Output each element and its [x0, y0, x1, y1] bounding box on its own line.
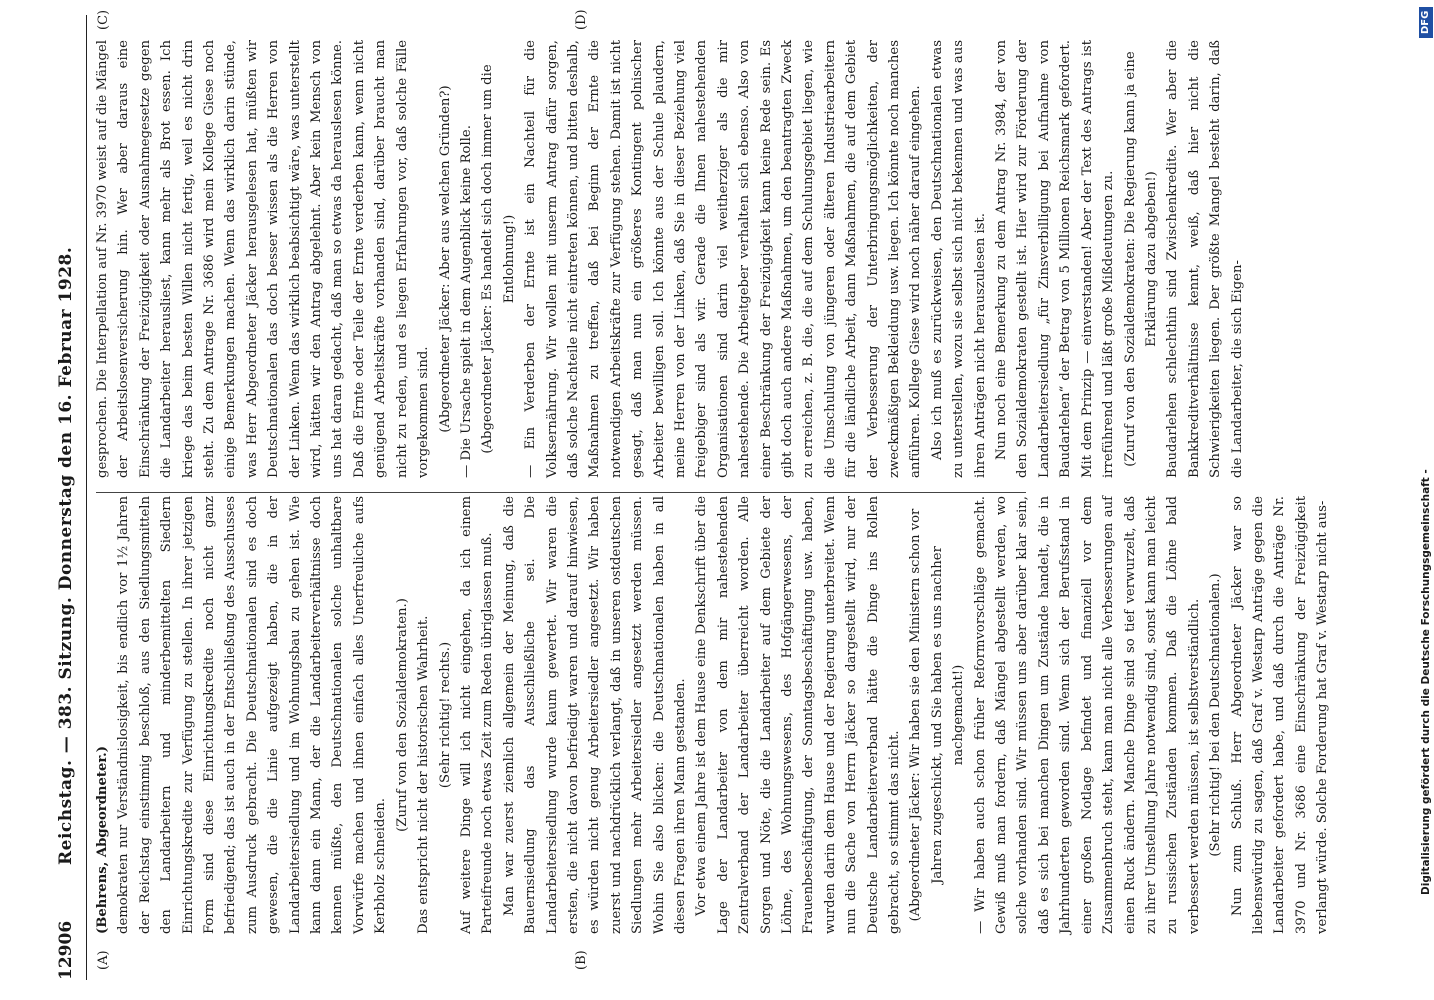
paragraph: Baudarlehen schlechthin sind Zwischenkredite. Wer aber die Bankkreditverhältnisse kennt, weiß, daß hier nicht die Schwierigkeiten liegen. Der größte Mangel besteht darin, daß die Landarbeiter, die sich Eigen- — [1165, 40, 1245, 478]
margin-marker-c: (C) — [96, 9, 111, 30]
paragraph: — Die Ursache spielt in dem Augenblick keine Rolle. — [458, 125, 474, 478]
paragraph: Also ich muß es zurückweisen, den Deutschnationalen etwas zu unterstellen, wozu sie selbst sich nicht bekennen und was aus ihren Anträgen nicht herauszulesen ist. — [929, 40, 988, 478]
interjection: (Abgeordneter Jäcker: Es handelt sich doch immer um die Entlohnung!) — [480, 64, 517, 454]
header-rule — [86, 15, 87, 980]
interjection: (Zuruf von den Sozialdemokraten: Die Regierung kann ja eine Erklärung dazu abgeben!) — [1122, 51, 1159, 467]
digitization-credit — [1418, 0, 1434, 1000]
paragraph: — Ein Verderben der Ernte ist ein Nachteil für die Volksernährung. Wir wollen mit unserm Antrag dafür sorgen, daß solche Nachteile nicht eintreten können, und bitten deshalb, Maßnahmen zu treffen, daß bei Beginn der Ernte die notwendigen Arbeitskräfte zur Verfügung stehen. Damit ist nicht gesagt, daß man nun ein größeres Kontingent polnischer Arbeiter bewilligen soll. Ich könnte aus der Schule plaudern, meine Herren von der Linken, daß Sie in dieser Beziehung viel freigebiger sind als wir. Gerade die Ihnen nahestehenden Organisationen sind darin viel weitherziger als die mir nahestehende. Die Arbeitgeber verhalten sich ebenso. Also von einer Beschränkung der Freizügigkeit kann keine Rede sein. Es gibt doch auch andere Maßnahmen, um den beantragten Zweck zu erreichen, z. B. die, die auf dem Schulungsgebiet liegen, wie die Umschulung von jüngeren oder älteren Industriearbeitern für die ländliche Arbeit, dann Maßnahmen, die auf dem Gebiet der Verbesserung der Unterbringungsmöglichkeiten, der zweckmäßigen Bekleidung usw. liegen. Ich könnte noch manches anführen. Kollege Giese wird noch näher darauf eingehen. — [523, 40, 924, 478]
interjection: (Sehr richtig! bei den Deutschnationalen.) — [1208, 573, 1224, 857]
text-column-left — [92, 496, 1334, 934]
interjection: (Zuruf von den Sozialdemokraten.) — [394, 598, 410, 832]
paragraph: Auf weitere Dinge will ich nicht eingehen, da ich einem Parteifreunde noch etwas Zeit zum Reden übriglassen muß. — [458, 496, 496, 934]
margin-marker-d: (D) — [574, 9, 589, 30]
page-header — [52, 20, 80, 980]
text-column-right — [92, 40, 1248, 478]
margin-marker-a: (A) — [96, 950, 111, 970]
paragraph: Nun noch eine Bemerkung zu dem Antrag Nr. 3984, der von den Sozialdemokraten gestellt ist. Hier wird zur Förderung der Landarbeitersiedlung „für Zinsverbilligung bei Aufnahme von Baudarlehen“ der Betrag von 5 Millionen Reichsmark gefordert. Mit dem Prinzip — einverstanden! Aber der Text des Antrags ist irreführend und läßt große Mißdeutungen zu. — [994, 40, 1117, 478]
interjection: (Sehr richtig! rechts.) — [437, 641, 453, 789]
paragraph: Vor etwa einem Jahre ist dem Hause eine Denkschrift über die Lage der Landarbeiter von dem mir nahestehenden Zentralverband der Landarbeiter überreicht worden. Alle Sorgen und Nöte, die die Landarbeiter auf dem Gebiete der Löhne, des Wohnungswesens, des Hofgängerwesens, der Frauenbeschäftigung, der Sonntagsbeschäftigung usw. haben, wurden darin dem Hause und der Regierung unterbreitet. Wenn nun die Sache von Herrn Jäcker so dargestellt wird, nur der Deutsche Landarbeiterverband hätte die Dinge ins Rollen gebracht, so stimmt das nicht. — [694, 496, 903, 934]
paragraph: Das entspricht nicht der historischen Wahrheit. — [416, 615, 432, 934]
paragraph: Man war zuerst ziemlich allgemein der Meinung, daß die Bauernsiedlung das Ausschließliche sei. Die Landarbeitersiedlung wurde kaum gewertet. Wir waren die ersten, die nicht davon befriedigt waren und darauf hinwiesen, es würden nicht genug Arbeitersiedler angesetzt. Wir haben zuerst und nachdrücklich verlangt, daß in unseren ostdeutschen Siedlungen mehr Arbeitersiedler angesetzt werden müssen. Wohin Sie also blicken: die Deutschnationalen haben in all diesen Fragen ihren Mann gestanden. — [501, 496, 688, 934]
dfg-logo: DFG — [1419, 7, 1433, 38]
paragraph: demokraten nur Verständnislosigkeit, bis endlich vor 1½ Jahren der Reichstag einstimmig beschloß, aus den Siedlungsmitteln den Landarbeitern und minderbemittelten Siedlern Einrichtungskredite zur Verfügung zu stellen. In ihrer jetzigen Form sind diese Einrichtungskredite noch nicht ganz befriedigend; das ist auch in der Entschließung des Ausschusses zum Ausdruck gebracht. Die Deutschnationalen sind es doch gewesen, die die Linie aufgezeigt haben, die in der Landarbeitersiedlung und im Wohnungsbau zu gehen ist. Wie kann dann ein Mann, der die Landarbeiterverhältnisse doch kennen müßte, den Deutschnationalen solche unhaltbare Vorwürfe machen und ihnen einfach alles Unerfreuliche aufs Kerbholz schneiden. — [116, 496, 389, 934]
paragraph: gesprochen. Die Interpellation auf Nr. 3970 weist auf die Mängel der Arbeitslosenversicherung hin. Wer aber daraus eine Einschränkung der Freizügigkeit oder Ausnahmegesetze gegen die Landarbeiter herausliest, kann mehr als Brot essen. Ich kriege das beim besten Willen nicht fertig, weil es nicht drin steht. Zu dem Antrage Nr. 3686 wird mein Kollege Giese noch einige Bemerkungen machen. Wenn das wirklich darin stünde, was Herr Abgeordneter Jäcker herausgelesen hat, müßten wir Deutschnationalen das doch besser wissen als die Herren von der Linken. Wenn das wirklich beabsichtigt wäre, was unterstellt wird, hätten wir den Antrag abgelehnt. Aber kein Mensch von uns hat daran gedacht, daß man so etwas da herauslesen könne. Daß die Ernte oder Teile der Ernte verderben kann, wenn nicht genügend Arbeitskräfte vorhanden sind, darüber braucht man nicht zu reden, und es liegen Erfahrungen vor, daß solche Fälle vorgekommen sind. — [95, 40, 432, 478]
paragraph: — Wir haben auch schon früher Reformvorschläge gemacht. Gewiß muß man fordern, daß Mängel abgestellt werden, wo solche vorhanden sind. Wir müssen uns aber darüber klar sein, daß es sich bei manchen Dingen um Zustände handelt, die in Jahrhunderten geworden sind. Wenn sich der Berufsstand in einer großen Notlage befindet und finanziell vor dem Zusammenbruch steht, kann man nicht alle Verbesserungen auf einen Ruck ändern. Manche Dinge sind so tief verwurzelt, daß zu ihrer Umstellung Jahre notwendig sind, sonst kann man leicht zu russischen Zuständen kommen. Daß die Löhne bald verbessert werden müssen, ist selbstverständlich. — [972, 496, 1202, 934]
paragraph: Nun zum Schluß. Herr Abgeordneter Jäcker war so liebenswürdig zu sagen, daß Graf v. Westarp Anträge gegen die Landarbeiter gefordert habe, und daß durch die Anträge Nr. 3970 und Nr. 3686 eine Einschränkung der Freizügigkeit verlangt würde. Solche Forderung hat Graf v. Westarp nicht aus- — [1229, 496, 1331, 934]
page-number: 12906 — [56, 920, 76, 980]
interjection: (Abgeordneter Jäcker: Wir haben sie den Ministern schon vor Jahren zugeschickt, und Sie haben es uns nachher nachgemacht!) — [908, 508, 967, 922]
running-title: Reichstag. — 383. Sitzung. Donnerstag den 16. Februar 1928. — [56, 246, 76, 865]
column-divider — [96, 492, 1026, 493]
speaker-line: (Behrens, Abgeordneter.) — [95, 746, 110, 934]
credit-text: Digitalisierung gefördert durch die Deutsche Forschungsgemeinschaft - — [1420, 469, 1432, 895]
margin-marker-b: (B) — [574, 950, 589, 970]
interjection: (Abgeordneter Jäcker: Aber aus welchen Gründen?) — [437, 85, 453, 433]
